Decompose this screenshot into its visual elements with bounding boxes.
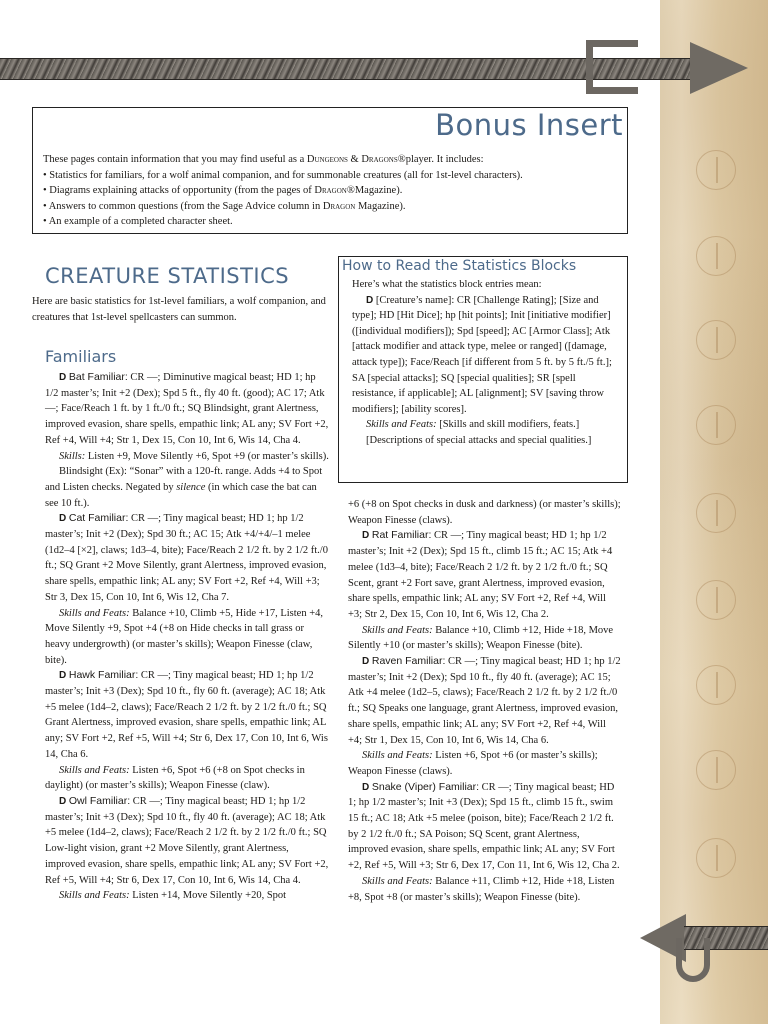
hawk-entry bbox=[45, 668, 330, 762]
rune-icon bbox=[696, 838, 736, 878]
intro-text: ®player. It includes: bbox=[397, 154, 484, 165]
entry-name: Bat Familiar: bbox=[68, 371, 128, 383]
creature-intro-text: Here are basic statistics for 1st-level familiars, a wolf companion, and creatures that 1st-level spellcasters can summon. bbox=[32, 296, 326, 323]
stats-intro: Here’s what the statistics block entries mean: bbox=[352, 279, 542, 290]
entry-stats: CR —; Tiny magical beast; HD 1; hp 1/2 master’s; Init +3 (Dex); Spd 15 ft., climb 15 ft., swim 15 ft.; AC 18; Atk +5 melee (poison, bite); Face/Reach 2 1/2 ft. by 2 1/2 ft./0 ft.; SA Poison; SQ Scent, grant Alertness, improved evasion, share spells, empathic link; AL any; SV Fort +2, Ref +5, Will +3; Str 6, Dex 17, Con 11, Int 6, Wis 12, Cha 2. bbox=[348, 781, 620, 872]
skills-label: Skills and Feats: bbox=[59, 890, 130, 902]
bullet-item: • An example of a completed character sheet. bbox=[43, 216, 233, 227]
skills-text: Listen +6, Spot +6 (+8 on Spot checks in daylight) (or master’s skills); Weapon Finesse (claw). bbox=[45, 764, 305, 792]
entry-name: Owl Familiar: bbox=[68, 794, 131, 807]
bonus-insert-title: Bonus Insert bbox=[435, 108, 623, 142]
cat-skills bbox=[45, 606, 330, 669]
d-glyph-icon: D bbox=[362, 656, 370, 668]
arrow-head-icon bbox=[690, 42, 748, 94]
silence-term: silence bbox=[176, 481, 206, 493]
owl-skills-continued: +6 (+8 on Spot checks in dusk and darkness) (or master’s skills); Weapon Finesse (claws). bbox=[348, 499, 621, 526]
entry-name: Raven Familiar: bbox=[371, 655, 446, 668]
snake-entry bbox=[348, 780, 622, 874]
intro-line bbox=[43, 152, 623, 168]
intro-text: These pages contain information that you may find useful as a bbox=[43, 154, 307, 165]
rune-icon bbox=[696, 493, 736, 533]
d-glyph-icon: D bbox=[59, 670, 67, 682]
skills-text: Balance +10, Climb +12, Hide +18, Move Silently +10 (or master’s skills); Weapon Finesse (bite). bbox=[348, 624, 614, 652]
entry-stats: CR —; Tiny magical beast; HD 1; hp 1/2 master’s; Init +2 (Dex); Spd 30 ft.; AC 15; Atk +4/+4/–1 melee (1d2–4 [×2], claws; 1d3–4, bite); Face/Reach 2 1/2 ft. by 2 1/2 ft./0 ft.; SQ Grant +2 Move Silently, grant Alertness, improved evasion, share spells, empathic link; AL any; SV Fort +2, Ref +4, Will +3; Str 3, Dex 15, Con 10, Int 6, Wis 12, Cha 7. bbox=[45, 513, 328, 603]
d-glyph-icon: D bbox=[59, 372, 67, 383]
stats-format-text: [Creature’s name]: CR [Challenge Rating]; [Size and type]; HD [Hit Dice]; hp [hit points]; Init [initiative modifier] ([individual modifiers]); Spd [speed]; AC [Armor Class]; Atk [attack modifier and attack type, melee or ranged] ([damage, attack type]); Face/Reach [if different from 5 ft. by 5 ft./5 ft.]; SA [special attacks]; SQ [special qualities]; SR [spell resistance, if applicable]; AL [alignment]; SV [saving throw modifiers]; [ability scores]. bbox=[352, 294, 612, 415]
brand-dragons: Dragons bbox=[361, 154, 398, 165]
stats-desc: [Descriptions of special attacks and special qualities.] bbox=[366, 434, 592, 446]
raven-entry bbox=[348, 654, 622, 748]
skills-text: Balance +11, Climb +12, Hide +18, Listen +8, Spot +8 (or master’s skills); Weapon Finesse (bite). bbox=[348, 875, 615, 903]
bullet-text: Magazine). bbox=[355, 200, 406, 212]
raven-skills bbox=[348, 748, 622, 779]
hook-decoration bbox=[586, 40, 638, 94]
d-glyph-icon: D bbox=[362, 781, 370, 793]
skills-text: Listen +14, Move Silently +20, Spot bbox=[129, 890, 287, 902]
right-column bbox=[348, 497, 622, 905]
entry-stats: CR —; Tiny magical beast; HD 1; hp 1/2 master’s; Init +3 (Dex); Spd 10 ft., fly 60 ft. (average); AC 18; Atk +5 melee (1d4–2, claws); Face/Reach 2 1/2 ft. by 2 1/2 ft./0 ft.; SQ Grant Alertness, improved evasion, share spells, empathic link; AL any; SV Fort +2, Ref +5, Will +4; Str 6, Dex 17, Con 10, Int 6, Wis 14, Cha 6. bbox=[45, 670, 328, 760]
hook-decoration bbox=[676, 938, 710, 982]
bullet-item bbox=[43, 183, 623, 199]
familiars-heading: Familiars bbox=[45, 347, 117, 366]
stats-skills bbox=[352, 417, 620, 433]
skills-text: Balance +10, Climb +5, Hide +17, Listen +4, Move Silently +9, Spot +4 (+8 on Hide checks in tall grass or heavy undergrowth) (or master’s skills); Weapon Finesse (claw, bite). bbox=[45, 607, 323, 666]
entry-name: Rat Familiar: bbox=[371, 529, 432, 542]
entry-stats: CR —; Tiny magical beast; HD 1; hp 1/2 master’s; Init +3 (Dex); Spd 10 ft., fly 40 ft. (average); AC 18; Atk +5 melee (1d4–2, claws); Face/Reach 2 1/2 ft. by 2 1/2 ft./0 ft.; SQ Low-light vision, grant +2 Move Silently, grant Alertness, improved evasion, share spells, empathic link; AL any; SV Fort +2, Ref +5, Will +4; Str 6, Dex 17, Con 10, Int 6, Wis 14, Cha 4. bbox=[45, 795, 329, 886]
rune-icon bbox=[696, 320, 736, 360]
bonus-insert-box bbox=[32, 107, 628, 234]
bat-entry bbox=[45, 370, 330, 449]
entry-name: Snake (Viper) Familiar: bbox=[371, 780, 480, 793]
d-glyph-icon: D bbox=[59, 513, 67, 525]
brand-dragon: Dragon bbox=[322, 200, 356, 212]
owl-entry bbox=[45, 794, 330, 888]
hawk-skills bbox=[45, 763, 330, 794]
stats-block-heading: How to Read the Statistics Blocks bbox=[342, 258, 577, 274]
skills-label: Skills and Feats: bbox=[59, 764, 130, 776]
skills-label: Skills and Feats: bbox=[362, 875, 433, 887]
entry-stats: CR —; Tiny magical beast; HD 1; hp 1/2 master’s; Init +2 (Dex); Spd 15 ft., climb 15 ft.; AC 15; Atk +4 melee (1d3–4, bite); Face/Reach 2 1/2 ft. by 2 1/2 ft./0 ft.; SQ Scent, grant +2 Fort save, grant Alertness, improved evasion, share spells, empathic link; AL any; SV Fort +2, Ref +4, Will +3; Str 2, Dex 15, Con 10, Int 6, Wis 12, Cha 2. bbox=[348, 530, 613, 620]
entry-name: Hawk Familiar: bbox=[68, 669, 139, 682]
skills-label: Skills and Feats: bbox=[59, 607, 130, 619]
rat-entry bbox=[348, 528, 622, 622]
blindsight-text: Blindsight (Ex): “Sonar” with a 120-ft. range. Adds +4 to Spot and Listen checks. Negated by bbox=[45, 466, 323, 493]
stats-format bbox=[352, 293, 620, 418]
bullet-text: • Diagrams explaining attacks of opportunity (from the pages of bbox=[43, 185, 315, 196]
creature-intro bbox=[32, 294, 332, 325]
d-glyph-icon: D bbox=[366, 294, 374, 306]
skills-text: Listen +6, Spot +6 (or master’s skills); Weapon Finesse (claws). bbox=[348, 750, 598, 777]
rune-icon bbox=[696, 405, 736, 445]
cat-entry bbox=[45, 511, 330, 605]
skills-label: Skills: bbox=[59, 450, 86, 462]
bat-skills bbox=[45, 449, 330, 465]
blindsight-text: (in which case the bat can see 10 ft.). bbox=[45, 481, 317, 509]
owl-skills bbox=[45, 888, 330, 904]
bonus-insert-intro bbox=[43, 152, 623, 230]
entry-stats: CR —; Diminutive magical beast; HD 1; hp 1/2 master’s; Init +2 (Dex); Spd 5 ft., fly 40 ft. (good); AC 17; Atk —; Face/Reach 1 ft. by 1 ft./0 ft.; SQ Blindsight, grant Alertness, improved evasion, share spells, empathic link; AL any; SV Fort +2, Ref +4, Will +4; Str 1, Dex 15, Con 10, Int 6, Wis 14, Cha 4. bbox=[45, 372, 329, 446]
skills-label: Skills and Feats: bbox=[362, 624, 433, 636]
stats-block-body bbox=[352, 277, 620, 449]
entry-stats: CR —; Tiny magical beast; HD 1; hp 1/2 master’s; Init +2 (Dex); Spd 10 ft., fly 40 ft. (average); AC 15; Atk +4 melee (1d2–5, claws); Face/Reach 2 1/2 ft. by 2 1/2 ft./0 ft.; SQ Speaks one language, grant Alertness, improved evasion, share spells, empathic link; AL any; SV Fort +2, Ref +4, Will +4; Str 1, Dex 15, Con 10, Int 6, Wis 14, Cha 6. bbox=[348, 656, 621, 746]
rune-icon bbox=[696, 665, 736, 705]
rat-skills bbox=[348, 623, 622, 654]
left-column bbox=[45, 370, 330, 904]
d-glyph-icon: D bbox=[59, 795, 67, 807]
rune-icon bbox=[696, 236, 736, 276]
intro-text: & bbox=[347, 154, 362, 165]
creature-statistics-heading: CREATURE STATISTICS bbox=[45, 264, 290, 288]
entry-name: Cat Familiar: bbox=[68, 512, 129, 525]
d-glyph-icon: D bbox=[362, 530, 370, 542]
bullet-text: • Answers to common questions (from the Sage Advice column in bbox=[43, 200, 323, 212]
parchment-border bbox=[660, 0, 768, 1024]
brand-dragon: Dragon bbox=[314, 185, 347, 196]
skills-text: Listen +9, Move Silently +6, Spot +9 (or master’s skills). bbox=[85, 450, 329, 462]
bat-blindsight bbox=[45, 464, 330, 511]
rune-icon bbox=[696, 580, 736, 620]
rune-icon bbox=[696, 750, 736, 790]
rune-icon bbox=[696, 150, 736, 190]
bullet-item: • Statistics for familiars, for a wolf animal companion, and for summonable creatures (all for 1st-level characters). bbox=[43, 169, 523, 181]
bullet-text: ®Magazine). bbox=[346, 185, 403, 196]
brand-dungeons: Dungeons bbox=[306, 154, 348, 165]
skills-label: Skills and Feats: bbox=[362, 750, 433, 762]
bullet-item bbox=[43, 199, 623, 215]
skills-text: [Skills and skill modifiers, feats.] bbox=[436, 419, 580, 431]
snake-skills bbox=[348, 874, 622, 905]
stats-block-box bbox=[338, 256, 628, 483]
skills-label: Skills and Feats: bbox=[366, 419, 437, 431]
